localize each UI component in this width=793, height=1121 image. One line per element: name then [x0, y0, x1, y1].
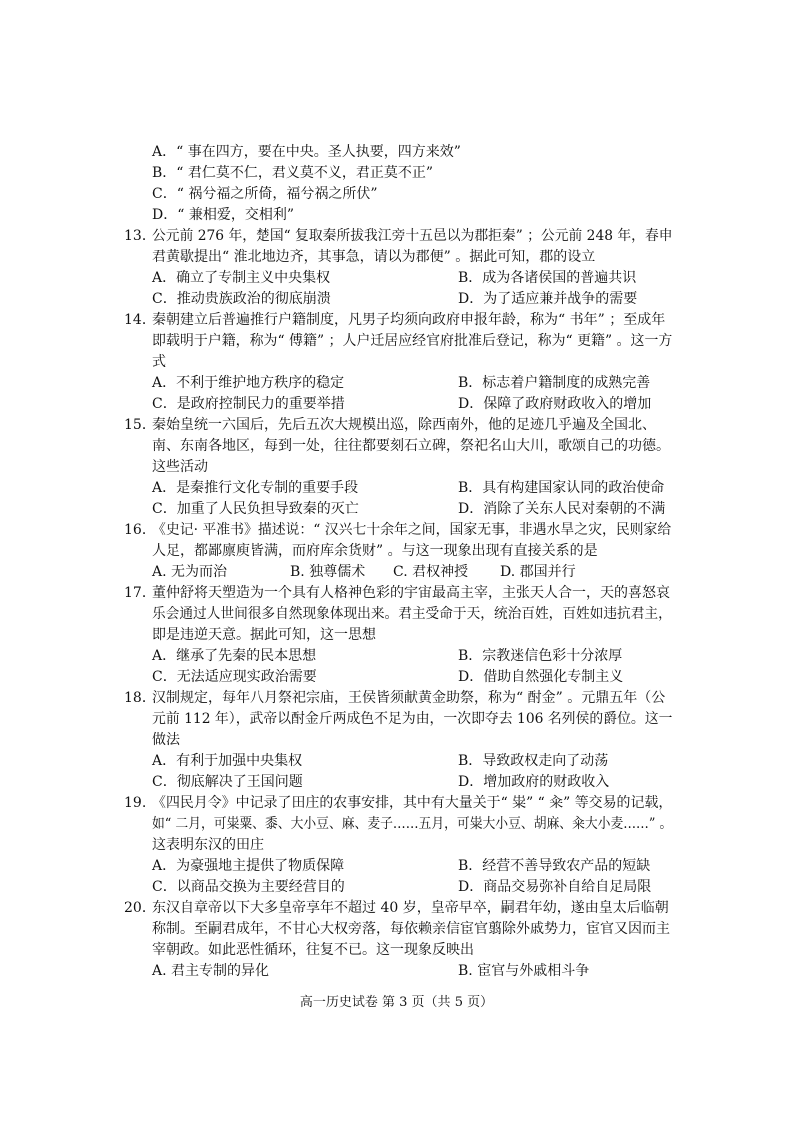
q17-option-d: D．借助自然强化专制主义 [458, 669, 624, 685]
q16-option-a: A. 无为而治 [152, 564, 228, 580]
q18-number: 18． [124, 690, 156, 706]
q17-stem-line-3: 即是违逆天意。据此可知，这一思想 [152, 627, 376, 643]
q20-number: 20． [124, 900, 156, 916]
q14-number: 14． [124, 312, 156, 328]
q15-stem-line-1: 秦始皇统一六国后，先后五次大规模出巡，除西南外，他的足迹几乎遍及全国北、 [152, 417, 656, 433]
q18-stem-line-1: 汉制规定，每年八月祭祀宗庙，王侯皆须献黄金助祭，称为“ 酎金” 。元鼎五年（公 [152, 690, 666, 706]
q17-number: 17． [124, 585, 156, 601]
q18-option-a: A．有利于加强中央集权 [152, 753, 303, 769]
q13-option-a: A．确立了专制主义中央集权 [152, 270, 331, 286]
q16-number: 16． [124, 522, 156, 538]
page-footer: 高一历史试卷 第 3 页（共 5 页） [299, 995, 494, 1010]
q15-option-a: A．是秦推行文化专制的重要手段 [152, 480, 359, 496]
q20-stem-line-3: 宰朝政。如此恶性循环，往复不已。这一现象反映出 [152, 942, 474, 958]
q20-option-b: B. 宦官与外戚相斗争 [458, 963, 590, 979]
q18-stem-line-2: 元前 112 年），武帝以酎金斤两成色不足为由，一次即夺去 106 名列侯的爵位。这一 [152, 711, 673, 727]
q15-stem-line-2: 南、东南各地区，每到一处，往往都要刻石立碑，祭祀名山大川，歌颂自己的功德。 [152, 438, 670, 454]
q16-option-b: B. 独尊儒术 [290, 564, 366, 580]
q18-option-b: B．导致政权走向了动荡 [458, 753, 609, 769]
q17-option-b: B．宗教迷信色彩十分浓厚 [458, 648, 623, 664]
q12-option-d: D．“ 兼相爱，交相利” [152, 207, 294, 223]
q13-option-b: B．成为各诸侯国的普遍共识 [458, 270, 637, 286]
q16-option-c: C. 君权神授 [393, 564, 469, 580]
q17-stem-line-2: 乐会通过人世间很多自然现象体现出来。君主受命于天，统治百姓，百姓如违抗君主， [152, 606, 672, 622]
q13-number: 13． [124, 228, 156, 244]
q19-option-d: D．商品交易弥补自给自足局限 [458, 879, 652, 895]
q12-option-c: C．“ 祸兮福之所倚，福兮祸之所伏” [152, 186, 378, 202]
q20-option-a: A. 君主专制的异化 [152, 963, 270, 979]
q19-option-c: C．以商品交换为主要经营目的 [152, 879, 345, 895]
q15-option-c: C．加重了人民负担导致秦的灭亡 [152, 501, 359, 517]
q17-option-c: C．无法适应现实政治需要 [152, 669, 317, 685]
q13-option-c: C．推动贵族政治的彻底崩溃 [152, 291, 331, 307]
q18-option-c: C．彻底解决了王国问题 [152, 774, 303, 790]
q16-stem-line-1: 《史记· 平准书》描述说：“ 汉兴七十余年之间，国家无事，非遇水旱之灾，民则家给 [152, 522, 672, 538]
q20-stem-line-1: 东汉自章帝以下大多皇帝享年不超过 40 岁，皇帝早卒，嗣君年幼，遂由皇太后临朝 [152, 900, 669, 916]
q19-option-b: B．经营不善导致农产品的短缺 [458, 858, 651, 874]
q15-number: 15． [124, 417, 156, 433]
q18-option-d: D．增加政府的财政收入 [458, 774, 610, 790]
q18-stem-line-3: 做法 [152, 732, 180, 748]
q12-option-b: B．“ 君仁莫不仁，君义莫不义，君正莫不正” [152, 165, 434, 181]
q20-stem-line-2: 称制。至嗣君成年，不甘心大权旁落，每依赖亲信宦官翦除外戚势力，宦官又因而主 [152, 921, 670, 937]
q15-option-d: D．消除了关东人民对秦朝的不满 [458, 501, 666, 517]
q14-stem-line-3: 式 [152, 354, 166, 370]
q14-option-b: B．标志着户籍制度的成熟完善 [458, 375, 651, 391]
q14-option-d: D．保障了政府财政收入的增加 [458, 396, 652, 412]
q13-stem-line-1: 公元前 276 年，楚国“ 复取秦所拔我江旁十五邑以为郡拒秦” ；公元前 248 年，春申 [152, 228, 673, 244]
q12-option-a: A．“ 事在四方，要在中央。圣人执要，四方来效” [152, 144, 461, 160]
q19-option-a: A．为豪强地主提供了物质保障 [152, 858, 345, 874]
q14-option-c: C．是政府控制民力的重要举措 [152, 396, 345, 412]
q15-option-b: B．具有构建国家认同的政治使命 [458, 480, 665, 496]
q19-number: 19. [124, 795, 147, 811]
q19-stem-line-1: 《四民月令》中记录了田庄的农事安排，其中有大量关于“ 粜” “ 籴” 等交易的记载， [152, 795, 673, 811]
q17-stem-line-1: 董仲舒将天塑造为一个具有人格神色彩的宇宙最高主宰，主张天人合一，天的喜怒哀 [152, 585, 670, 601]
q15-stem-line-3: 这些活动 [152, 459, 208, 475]
q19-stem-line-3: 这表明东汉的田庄 [152, 837, 264, 853]
q19-stem-line-2: 如“ 二月，可粜粟、黍、大小豆、麻、麦子……五月，可粜大小豆、胡麻、籴大小麦……” 。 [152, 816, 673, 832]
q17-option-a: A．继承了先秦的民本思想 [152, 648, 317, 664]
q16-option-d: D. 郡国并行 [500, 564, 576, 580]
q14-stem-line-1: 秦朝建立后普遍推行户籍制度，凡男子均须向政府申报年龄，称为“ 书年” ；至成年 [152, 312, 666, 328]
q13-option-d: D．为了适应兼并战争的需要 [458, 291, 638, 307]
q14-stem-line-2: 即载明于户籍，称为“ 傅籍” ；人户迁居应经官府批准后登记，称为“ 更籍” 。这一方 [152, 333, 673, 349]
q16-stem-line-2: 人足，都鄙廪庾皆满，而府库余货财” 。与这一现象出现有直接关系的是 [152, 543, 598, 559]
q14-option-a: A．不利于维护地方秩序的稳定 [152, 375, 345, 391]
q13-stem-line-2: 君黄歇提出“ 淮北地边齐，其事急，请以为郡便” 。据此可知，郡的设立 [152, 249, 596, 265]
